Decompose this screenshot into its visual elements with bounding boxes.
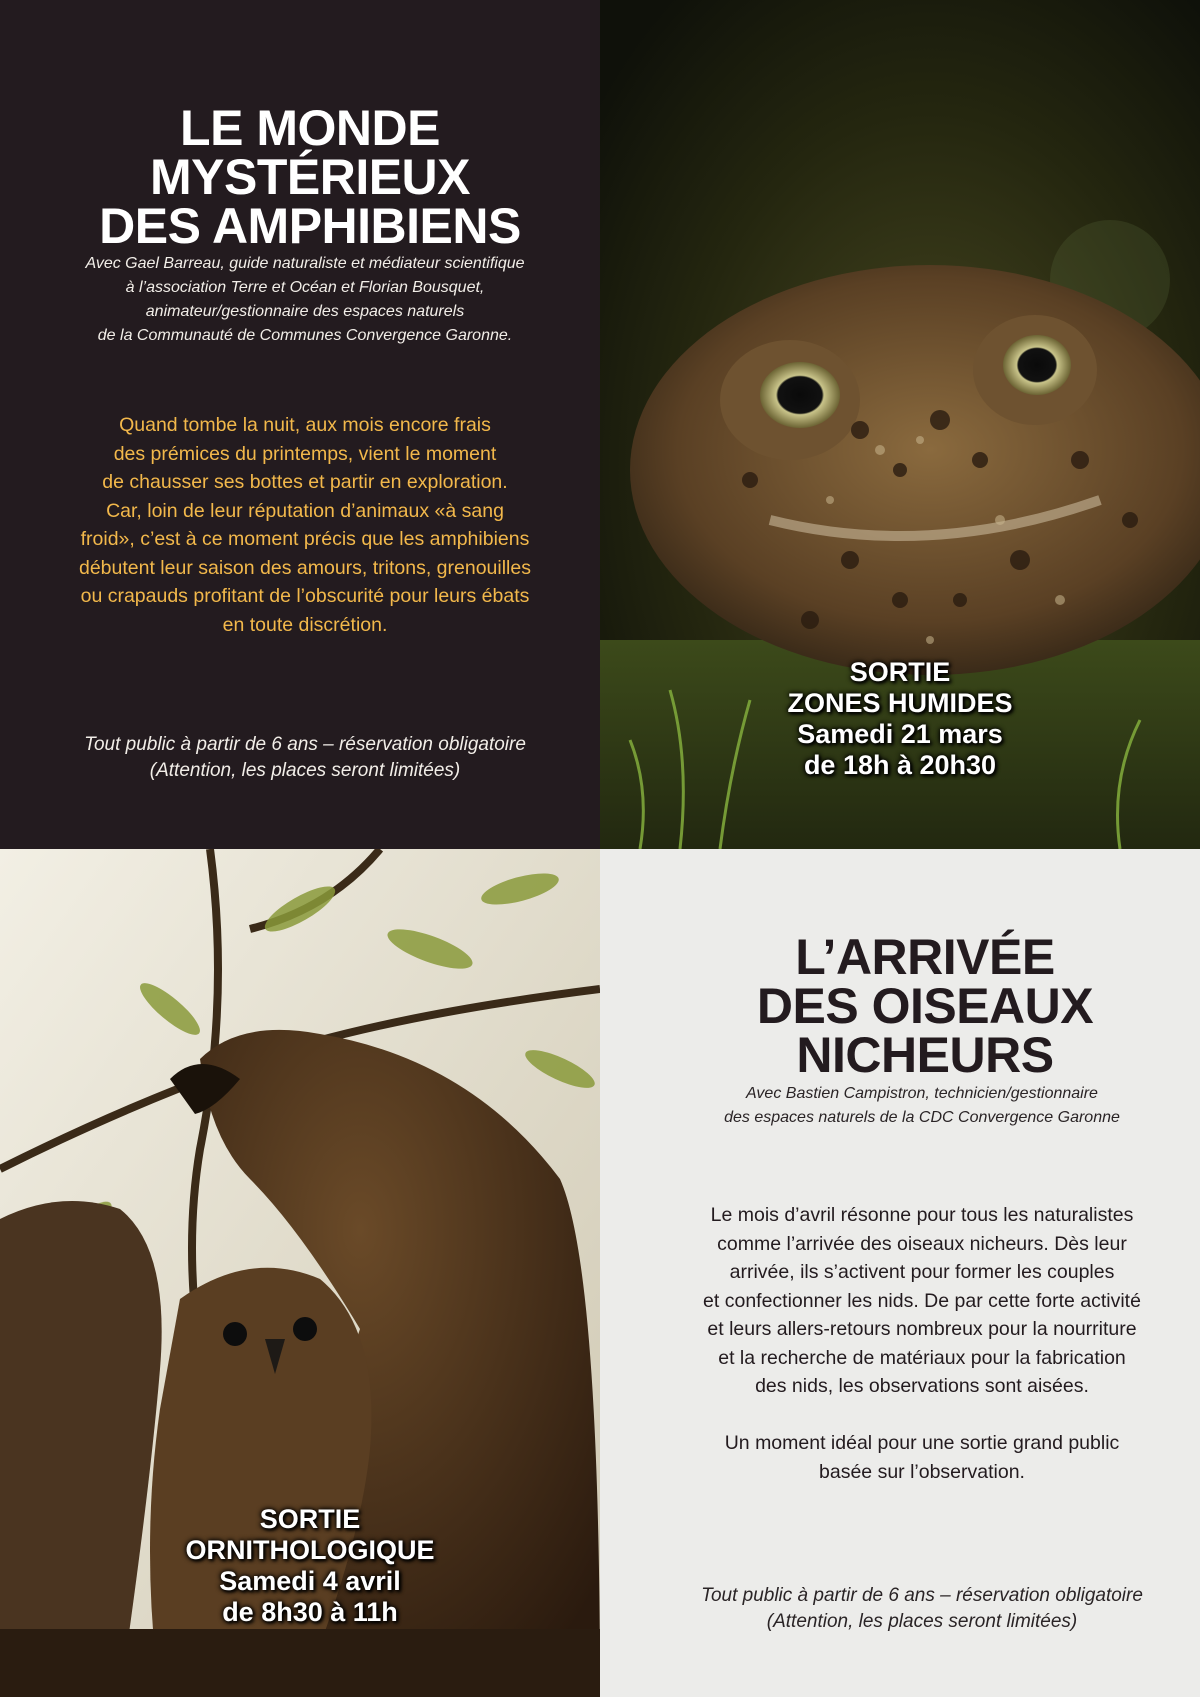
event-line: SORTIE	[849, 657, 951, 687]
amphibians-panel	[0, 0, 600, 849]
body-line: débutent leur saison des amours, tritons, grenouilles	[78, 556, 531, 579]
public-line: Tout public à partir de 6 ans – réservation obligatoire	[84, 734, 526, 755]
ornithology-event-info	[110, 1504, 510, 1628]
body-line: et confectionner les nids. De par cette forte activité	[703, 1289, 1141, 1312]
body-line: comme l’arrivée des oiseaux nicheurs. Dès leur	[717, 1232, 1127, 1255]
body-line: des nids, les observations sont aisées.	[755, 1375, 1089, 1397]
title-line: LE MONDE	[180, 100, 440, 156]
event-line: ZONES HUMIDES	[787, 688, 1013, 718]
wetlands-event-info	[720, 657, 1080, 781]
event-line: ORNITHOLOGIQUE	[185, 1535, 435, 1565]
body-line: Quand tombe la nuit, aux mois encore frais	[119, 414, 491, 436]
credits-line: à l’association Terre et Océan et Florian Bousquet,	[125, 279, 485, 296]
event-line: Samedi 4 avril	[219, 1566, 401, 1596]
title-line: DES AMPHIBIENS	[99, 198, 521, 254]
amphibians-credits	[5, 252, 600, 348]
body-line	[622, 1401, 1200, 1430]
body-line: Un moment idéal pour une sortie grand public	[724, 1432, 1120, 1454]
credits-line: des espaces naturels de la CDC Convergence Garonne	[724, 1109, 1120, 1126]
title-line: L’ARRIVÉE	[795, 929, 1055, 985]
body-line: de chausser ses bottes et partir en exploration.	[102, 471, 508, 493]
title-line: NICHEURS	[796, 1027, 1054, 1083]
hawk-photo-panel	[0, 849, 600, 1697]
birds-description	[622, 1201, 1200, 1486]
amphibians-title	[10, 100, 600, 254]
body-line: froid», c’est à ce moment précis que les amphibiens	[80, 528, 530, 550]
body-line: Le mois d’avril résonne pour tous les naturalistes	[710, 1204, 1134, 1226]
body-line: des prémices du printemps, vient le moment	[113, 442, 497, 465]
amphibians-description	[5, 411, 600, 639]
birds-credits	[622, 1082, 1200, 1130]
body-line: Car, loin de leur réputation d’animaux «à sang	[106, 499, 504, 522]
amphibians-audience-note	[5, 732, 600, 784]
credits-line: Avec Bastien Campistron, technicien/gestionnaire	[746, 1085, 1098, 1102]
body-line: ou crapauds profitant de l’obscurité pour leurs ébats	[80, 585, 530, 607]
body-line: et la recherche de matériaux pour la fabrication	[718, 1346, 1126, 1369]
title-line: DES OISEAUX	[756, 978, 1094, 1034]
event-line: de 18h à 20h30	[803, 750, 997, 780]
birds-audience-note	[622, 1583, 1200, 1635]
public-line: (Attention, les places seront limitées)	[149, 760, 461, 781]
credits-line: animateur/gestionnaire des espaces naturels	[145, 303, 465, 320]
event-line: de 8h30 à 11h	[222, 1597, 398, 1627]
body-line: basée sur l’observation.	[819, 1460, 1025, 1483]
birds-panel	[600, 849, 1200, 1697]
credits-line: Avec Gael Barreau, guide naturaliste et médiateur scientifique	[85, 255, 525, 272]
body-line: arrivée, ils s’activent pour former les couples	[729, 1261, 1115, 1283]
title-line: MYSTÉRIEUX	[149, 149, 471, 205]
toad-photo-panel	[600, 0, 1200, 849]
event-line: SORTIE	[259, 1504, 361, 1534]
credits-line: de la Communauté de Communes Convergence Garonne.	[97, 327, 513, 344]
event-line: Samedi 21 mars	[797, 719, 1003, 749]
public-line: (Attention, les places seront limitées)	[766, 1611, 1078, 1632]
body-line: et leurs allers-retours nombreux pour la nourriture	[707, 1318, 1137, 1340]
body-line: en toute discrétion.	[222, 613, 388, 636]
public-line: Tout public à partir de 6 ans – réservation obligatoire	[701, 1585, 1143, 1606]
birds-title	[625, 929, 1200, 1083]
